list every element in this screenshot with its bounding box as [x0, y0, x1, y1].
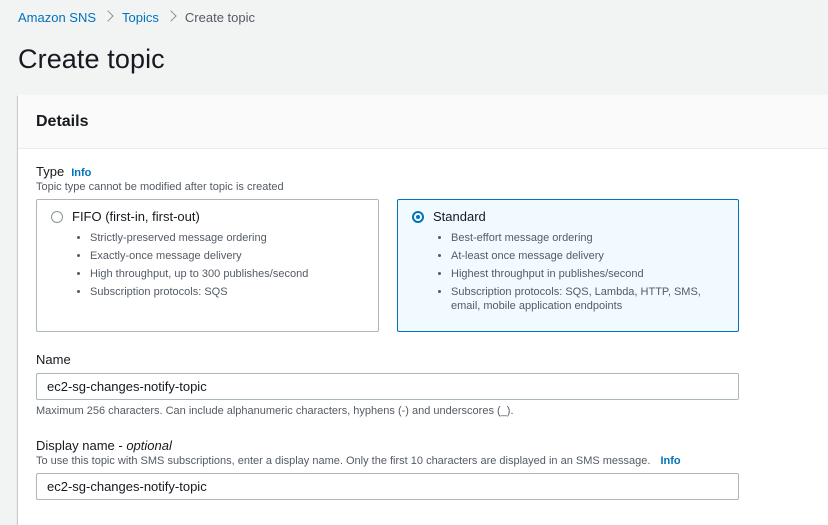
name-constraint: Maximum 256 characters. Can include alphanumeric characters, hyphens (-) and underscores (_). — [36, 405, 514, 417]
display-name-description: To use this topic with SMS subscriptions, enter a display name. Only the first 10 characters are displayed in an SMS message. — [36, 455, 651, 467]
type-label: Type — [36, 164, 65, 179]
list-item: • Subscription protocols: SQS — [90, 283, 308, 301]
topic-type-fifo-tile[interactable] — [36, 199, 379, 332]
display-name-info-link[interactable]: Info — [660, 455, 681, 467]
display-name-input[interactable] — [36, 473, 739, 500]
standard-title: Standard — [433, 209, 486, 224]
breadcrumb-current: Create topic — [184, 9, 255, 25]
breadcrumb-amazon-sns[interactable]: Amazon SNS — [18, 9, 97, 25]
list-item: • Subscription protocols: SQS, Lambda, HTTP, SMS, email, mobile application endpoints — [451, 283, 721, 313]
fifo-radio[interactable] — [51, 211, 63, 223]
type-label-row — [36, 164, 91, 179]
display-name-description-row — [36, 455, 681, 467]
breadcrumb — [18, 9, 255, 25]
chevron-right-icon — [159, 9, 185, 25]
standard-bullets — [436, 229, 721, 313]
list-item: • At-least once message delivery — [451, 247, 721, 265]
list-item: • Best-effort message ordering — [451, 229, 721, 247]
optional-tag: optional — [126, 438, 172, 453]
details-title: Details — [36, 113, 89, 130]
name-input[interactable] — [36, 373, 739, 400]
fifo-title: FIFO (first-in, first-out) — [72, 209, 200, 224]
display-name-label-row — [36, 438, 172, 453]
type-info-link[interactable]: Info — [71, 167, 92, 179]
list-item: • Strictly-preserved message ordering — [90, 229, 308, 247]
chevron-right-icon — [96, 9, 122, 25]
breadcrumb-topics[interactable]: Topics — [122, 9, 159, 25]
list-item: • High throughput, up to 300 publishes/second — [90, 265, 308, 283]
fifo-bullets — [75, 229, 308, 301]
name-label: Name — [36, 352, 71, 367]
topic-type-standard-tile[interactable] — [397, 199, 739, 332]
list-item: • Highest throughput in publishes/second — [451, 265, 721, 283]
list-item: • Exactly-once message delivery — [90, 247, 308, 265]
type-description: Topic type cannot be modified after topic is created — [36, 181, 284, 193]
details-header — [18, 95, 828, 149]
standard-radio[interactable] — [412, 211, 424, 223]
page-title: Create topic — [18, 44, 165, 74]
details-panel — [18, 95, 828, 525]
display-name-label: Display name - — [36, 438, 127, 453]
